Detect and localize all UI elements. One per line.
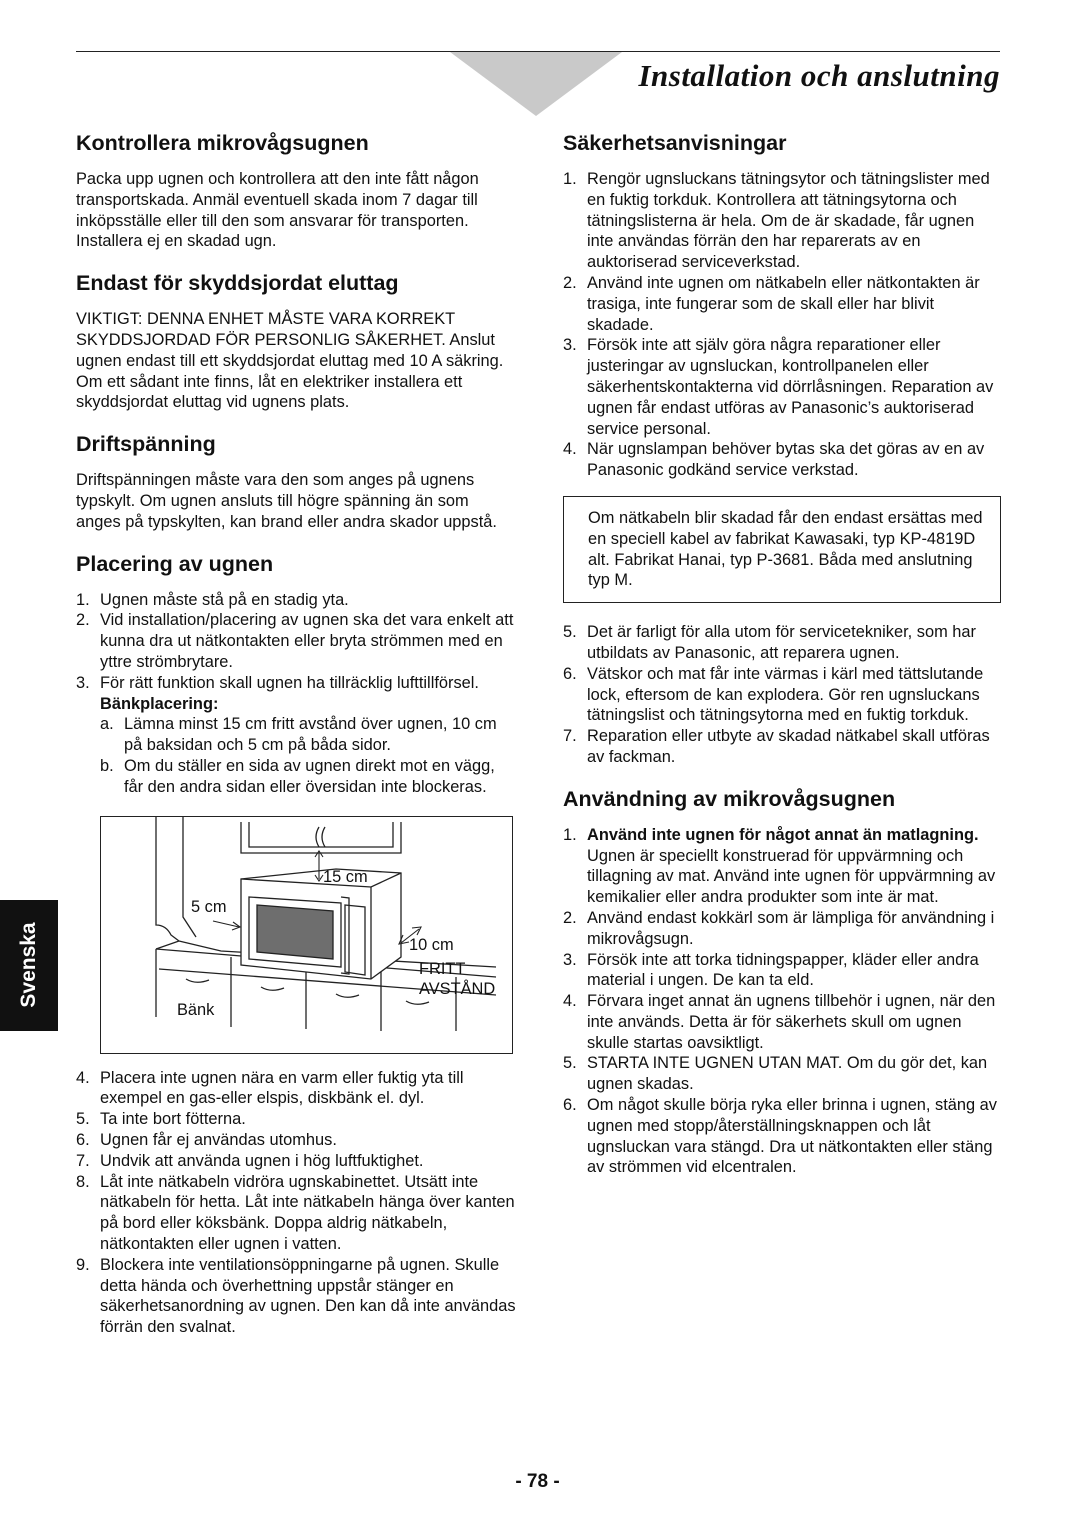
list-item — [563, 664, 1001, 726]
list-number: 2. — [76, 611, 90, 630]
list-number: 4. — [563, 992, 577, 1011]
list-text: Blockera inte ventilationsöppningarne på ugnen. Skulle detta hända och överhettning uppstår stänger en säkerhetsanordning av ugnen. Den kan då inte användas förrän den svalnat. — [100, 1255, 516, 1337]
list-item — [76, 1172, 516, 1255]
sub-heading: Bänkplacering: — [100, 694, 219, 713]
list-number: 2. — [563, 273, 577, 292]
list-text: Lämna minst 15 cm fritt avstånd över ugnen, 10 cm på baksidan och 5 cm på båda sidor. — [124, 715, 497, 755]
language-tab-label: Svenska — [17, 922, 40, 1008]
list-text: Försök inte att torka tidningspapper, kläder eller andra material i ungen. De kan ta eld. — [587, 950, 979, 990]
list-item — [563, 335, 1001, 439]
safety-list — [563, 169, 1001, 481]
free-label-line1: FRITT — [419, 959, 466, 978]
list-text: Ugnen är speciellt konstruerad för uppvärmning och tillagning av mat. Använd inte ugnen för uppvärmning av kemikalier eller andra produkter som inte är mat. — [587, 846, 996, 907]
section-anvandning — [563, 784, 1001, 1179]
list-item — [563, 825, 1001, 908]
power-cord-notice: Om nätkabeln blir skadad får den endast ersättas med en speciell kabel av fabrikat Kawasaki, typ KP-4819D alt. Fabrikat Hanai, typ P-3681. Båda med anslutning typ M. — [563, 496, 1001, 603]
list-text-bold: Använd inte ugnen för något annat än matlagning. — [587, 825, 979, 844]
list-text: Ugnen får ej användas utomhus. — [100, 1130, 337, 1149]
list-text: Reparation eller utbyte av skadad nätkabel skall utföras av fackman. — [587, 727, 990, 766]
list-item — [563, 439, 1001, 481]
page-number: - 78 - — [515, 1471, 560, 1492]
list-item — [76, 673, 516, 715]
list-text: Ugnen måste stå på en stadig yta. — [100, 590, 349, 609]
list-item — [563, 273, 1001, 335]
list-number: 6. — [76, 1130, 90, 1149]
section-body: Packa upp ugnen och kontrollera att den inte fått någon transportskada. Anmäl eventuell skada inom 7 dagar till inköpsställe eller till den som ansvarar för transporten. Installera ej en skadad ugn. — [76, 170, 479, 251]
list-text: Rengör ugnsluckans tätningsytor och tätningslister med en fuktig torkduk. Kontrollera att tätningsytorna och tätningslisterna är hela. Om de är skadade, får ugnen inte användas förrän den har reparerats av en auktoriserad serviceverkstad. — [587, 170, 990, 272]
left-column — [76, 128, 516, 1354]
list-item — [76, 1109, 516, 1130]
usage-list — [563, 825, 1001, 1179]
list-number: 4. — [76, 1068, 90, 1087]
counter-placement-list — [76, 714, 516, 797]
list-number: 3. — [563, 336, 577, 355]
list-number: 1. — [76, 590, 90, 609]
list-number: 5. — [563, 623, 577, 642]
list-item — [76, 756, 516, 798]
section-kontrollera — [76, 128, 516, 252]
section-placering — [76, 549, 516, 1338]
clearance-side-label: 5 cm — [191, 897, 227, 916]
list-number: 6. — [563, 1096, 577, 1115]
list-text: Vid installation/placering av ugnen ska det vara enkelt att kunna dra ut nätkontakten eller bryta strömmen med en yttre strömbrytare. — [100, 611, 514, 671]
section-body: Driftspänningen måste vara den som anges på ugnens typskylt. Om ugnen ansluts till högre spänning än som anges på typskylten, kan brand eller andra skador uppstå. — [76, 471, 497, 531]
section-heading: Kontrollera mikrovågsugnen — [76, 131, 369, 155]
section-driftspanning — [76, 429, 516, 532]
list-item — [76, 714, 516, 756]
list-item — [76, 590, 516, 611]
placement-list — [76, 590, 516, 715]
list-text: Försök inte att själv göra några reparationer eller justeringar av ugnsluckan, kontrollpanelen eller säkerhentskontakterna vid dörrlåsningen. Reparation av ugnen får endast utföras av Panasonic’s auktoriserad service personal. — [587, 336, 994, 438]
section-heading: Säkerhetsanvisningar — [563, 131, 787, 155]
list-text: När ugnslampan behöver bytas ska det göras av en av Panasonic godkänd service verkstad. — [587, 440, 985, 480]
right-column — [563, 128, 1001, 1194]
list-item — [563, 908, 1001, 950]
list-number: 9. — [76, 1255, 90, 1274]
list-text: Använd inte ugnen om nätkabeln eller nätkontakten är trasiga, inte fungerar som de skall eller har blivit skadade. — [587, 273, 980, 334]
list-item — [76, 1068, 516, 1110]
list-number: 8. — [76, 1172, 90, 1191]
clearance-top-label: 15 cm — [323, 867, 368, 886]
section-body: VIKTIGT: DENNA ENHET MÅSTE VARA KORREKT SKYDDSJORDAD FÖR PERSONLIG SÅKERHET. Anslut ugnen endast till ett skyddsjordat eluttag med 10 A säkring. Om ett sådant inte finns, låt en elektriker installera ett skyddsjordat eluttag vid ugnens plats. — [76, 310, 504, 412]
list-number: 1. — [563, 825, 577, 844]
list-item — [76, 1151, 516, 1172]
free-label-line2: AVSTÅND — [419, 979, 496, 998]
list-number: 7. — [76, 1151, 90, 1170]
list-text: Låt inte nätkabeln vidröra ugnskabinettet. Utsätt inte nätkabeln för hetta. Låt inte nätkabeln hänga över kanten på bord eller köksbänk. Doppa aldrig nätkabeln, nätkontakten eller ugnen i vatten. — [100, 1172, 515, 1253]
list-item — [563, 1095, 1001, 1178]
section-skyddsjordat — [76, 268, 516, 413]
list-item — [563, 622, 1001, 664]
list-number: 5. — [563, 1054, 577, 1073]
list-text: Undvik att använda ugnen i hög luftfuktighet. — [100, 1151, 424, 1170]
page-title: Installation och anslutning — [638, 58, 1000, 93]
list-text: Ta inte bort fötterna. — [100, 1110, 246, 1129]
safety-list-continued — [563, 622, 1001, 768]
clearance-back-label: 10 cm — [409, 935, 454, 954]
list-text: Använd endast kokkärl som är lämpliga för användning i mikrovågsugn. — [587, 908, 995, 948]
list-item — [76, 610, 516, 672]
counter-label: Bänk — [177, 1000, 215, 1019]
list-text: Placera inte ugnen nära en varm eller fuktig yta till exempel en gas-eller elspis, diskbänk el. dyl. — [100, 1068, 464, 1108]
list-text: Förvara inget annat än ugnens tillbehör i ugnen, när den inte används. Detta är för säkerhets skull om ugnen skulle startas oavsiktligt. — [587, 992, 996, 1052]
list-number: 4. — [563, 440, 577, 459]
list-number: 2. — [563, 908, 577, 927]
list-number: 1. — [563, 170, 577, 188]
placement-list-continued — [76, 1068, 516, 1338]
list-number: 6. — [563, 664, 577, 683]
list-text: Det är farligt för alla utom för servicetekniker, som har utbildats av Panasonic, att reparera ugnen. — [587, 623, 976, 662]
list-text: För rätt funktion skall ugnen ha tillräcklig lufttillförsel. — [100, 673, 479, 692]
section-heading: Driftspänning — [76, 432, 216, 457]
list-text: Om du ställer en sida av ugnen direkt mot en vägg, får den andra sidan eller översidan inte blockeras. — [124, 756, 495, 796]
list-text: Vätskor och mat får inte värmas i kärl med tättslutande lock, eftersom de kan explodera. Gör ren ugnsluckans tätningslist och tätningsytorna med en fuktig torkduk. — [587, 664, 984, 725]
list-item — [563, 169, 1001, 273]
list-number: 3. — [563, 950, 577, 969]
list-item — [563, 726, 1001, 768]
list-item — [563, 950, 1001, 992]
list-number: b. — [100, 756, 114, 775]
list-number: a. — [100, 715, 114, 734]
section-heading: Placering av ugnen — [76, 551, 274, 576]
section-heading: Endast för skyddsjordat eluttag — [76, 271, 399, 296]
list-item — [563, 1053, 1001, 1095]
list-item — [563, 991, 1001, 1053]
list-item — [76, 1130, 516, 1151]
list-text: STARTA INTE UGNEN UTAN MAT. Om du gör det, kan ugnen skadas. — [587, 1054, 988, 1094]
list-number: 3. — [76, 673, 90, 692]
section-heading: Användning av mikrovågsugnen — [563, 786, 896, 811]
list-item — [76, 1255, 516, 1338]
language-tab — [0, 900, 58, 1031]
section-sakerhet — [563, 128, 1001, 768]
list-number: 5. — [76, 1110, 90, 1129]
clearance-diagram — [100, 816, 513, 1054]
list-number: 7. — [563, 727, 577, 746]
list-text: Om något skulle börja ryka eller brinna i ugnen, stäng av ugnen med stopp/återställningsknappen och låt ugnsluckan vara stängd. Dra ut nätkontakten eller stäng av strömmen vid elcentralen. — [587, 1096, 997, 1177]
